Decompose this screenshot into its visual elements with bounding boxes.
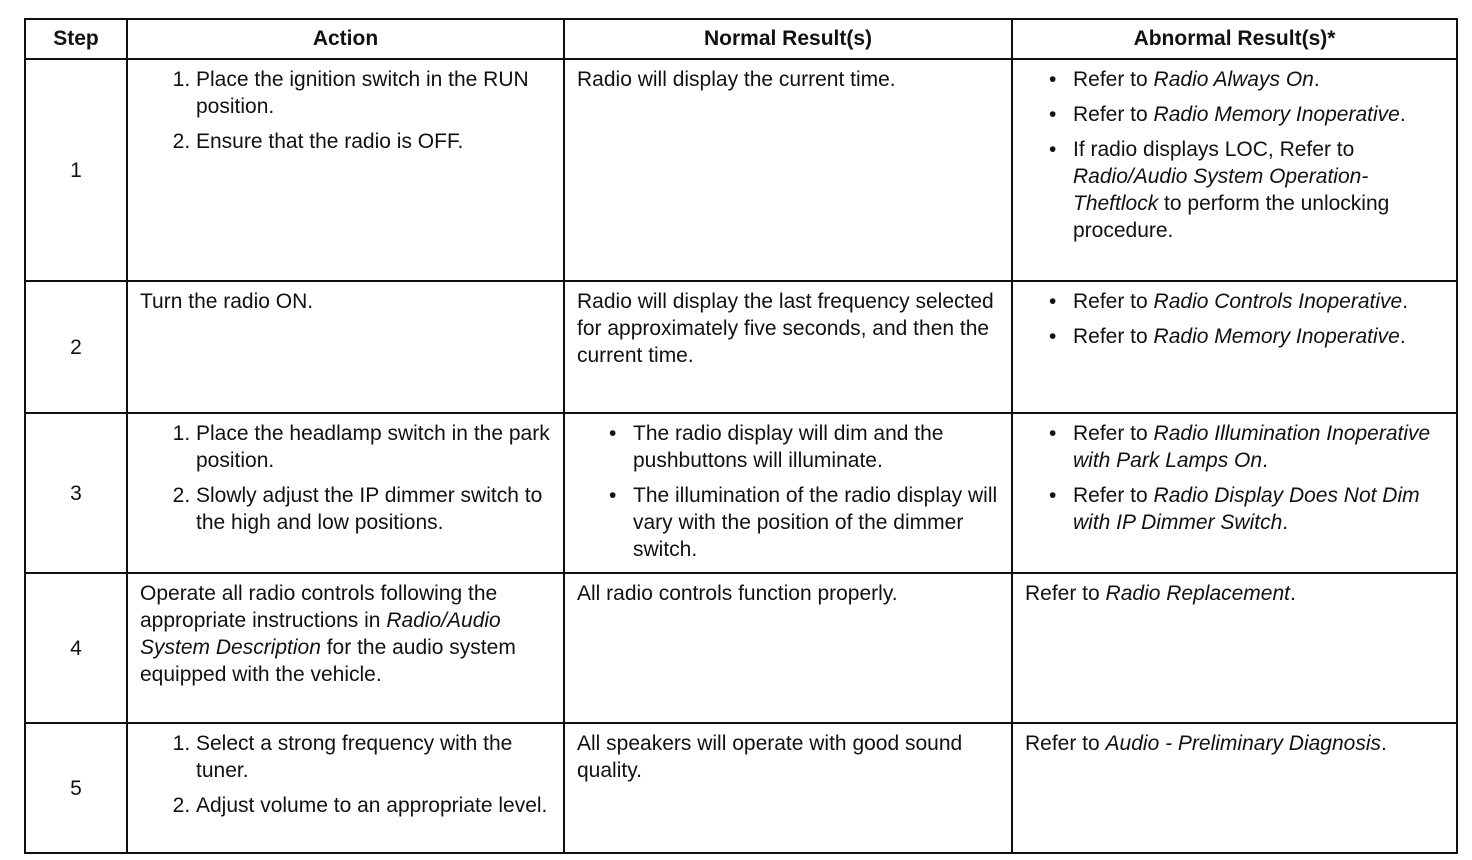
- refer-text: Refer to: [1073, 103, 1154, 126]
- table-row: [25, 723, 1457, 853]
- abnormal-result-item: [1073, 288, 1446, 315]
- refer-text: If radio displays LOC, Refer to: [1073, 138, 1355, 161]
- action-text-suffix: for the audio system equipped with the vehicle.: [140, 636, 516, 686]
- action-step: 1. Select a strong frequency with the tuner.: [196, 730, 553, 784]
- diagnostic-table: [24, 18, 1458, 854]
- action-steps: [140, 66, 553, 155]
- abnormal-results: [1025, 66, 1446, 244]
- refer-suffix: to perform the unlocking procedure.: [1073, 192, 1390, 242]
- refer-suffix: .: [1289, 582, 1296, 605]
- refer-suffix: .: [1381, 732, 1387, 755]
- normal-result-cell: All radio controls function properly.: [564, 573, 1012, 723]
- abnormal-result-item: [1073, 482, 1446, 536]
- action-cell: [127, 723, 564, 853]
- action-text: Operate all radio controls following the appropriate instructions in: [140, 582, 498, 632]
- action-cell: [127, 59, 564, 281]
- normal-results: [577, 420, 1001, 563]
- normal-result-cell: [564, 413, 1012, 573]
- reference-link[interactable]: Radio Controls Inoperative: [1153, 290, 1403, 313]
- action-cell: [127, 573, 564, 723]
- header-abnormal-results: Abnormal Result(s)*: [1012, 19, 1457, 59]
- action-step: 1. Place the headlamp switch in the park position.: [196, 420, 553, 474]
- reference-link[interactable]: Radio Display Does Not Dim with IP Dimmer Switch: [1073, 484, 1420, 534]
- action-cell: [127, 413, 564, 573]
- table-row: [25, 573, 1457, 723]
- header-step: Step: [25, 19, 127, 59]
- action-step: 2. Ensure that the radio is OFF.: [196, 128, 553, 155]
- header-action: Action: [127, 19, 564, 59]
- diagnostic-table-page: [24, 18, 1456, 854]
- step-number: 1: [25, 59, 127, 281]
- refer-suffix: .: [1262, 449, 1268, 472]
- abnormal-result-cell: [1012, 723, 1457, 853]
- step-number: 4: [25, 573, 127, 723]
- action-step: 2. Slowly adjust the IP dimmer switch to the high and low positions.: [196, 482, 553, 536]
- reference-link[interactable]: Radio Memory Inoperative: [1153, 103, 1400, 126]
- action-step: 2. Adjust volume to an appropriate level.: [196, 792, 553, 819]
- normal-result-cell: Radio will display the last frequency selected for approximately five seconds, and then the current time.: [564, 281, 1012, 413]
- action-step: 1. Place the ignition switch in the RUN position.: [196, 66, 553, 120]
- refer-text: Refer to: [1073, 325, 1154, 348]
- normal-result-cell: Radio will display the current time.: [564, 59, 1012, 281]
- normal-result-cell: All speakers will operate with good sound quality.: [564, 723, 1012, 853]
- refer-text: Refer to: [1073, 422, 1154, 445]
- refer-suffix: .: [1313, 68, 1320, 91]
- refer-suffix: .: [1399, 325, 1406, 348]
- table-row: [25, 281, 1457, 413]
- reference-link[interactable]: Radio Memory Inoperative: [1153, 325, 1400, 348]
- header-row: [25, 19, 1457, 59]
- refer-text: Refer to: [1073, 290, 1154, 313]
- abnormal-result-item: [1073, 136, 1446, 244]
- abnormal-results: [1025, 420, 1446, 536]
- action-steps: [140, 730, 553, 819]
- reference-link[interactable]: Radio Illumination Inoperative with Park Lamps On: [1073, 422, 1431, 472]
- normal-result-item: • The illumination of the radio display will vary with the position of the dimmer switch.: [633, 482, 1001, 563]
- normal-result-item: • The radio display will dim and the pushbuttons will illuminate.: [633, 420, 1001, 474]
- abnormal-result-item: [1073, 66, 1446, 93]
- table-row: [25, 59, 1457, 281]
- refer-suffix: .: [1282, 511, 1289, 534]
- refer-suffix: .: [1402, 290, 1409, 313]
- abnormal-result-cell: [1012, 59, 1457, 281]
- refer-text: Refer to: [1025, 732, 1106, 755]
- action-steps: [140, 420, 553, 536]
- refer-suffix: .: [1399, 103, 1406, 126]
- refer-text: Refer to: [1073, 68, 1154, 91]
- abnormal-result-item: [1073, 323, 1446, 350]
- refer-text: Refer to: [1025, 582, 1106, 605]
- reference-link[interactable]: Radio Replacement: [1105, 582, 1290, 605]
- step-number: 2: [25, 281, 127, 413]
- header-normal-results: Normal Result(s): [564, 19, 1012, 59]
- abnormal-results: [1025, 288, 1446, 350]
- step-number: 3: [25, 413, 127, 573]
- refer-text: Refer to: [1073, 484, 1154, 507]
- abnormal-result-cell: [1012, 413, 1457, 573]
- abnormal-result-cell: [1012, 281, 1457, 413]
- reference-link[interactable]: Radio/Audio System Operation-Theftlock: [1073, 165, 1369, 215]
- step-number: 5: [25, 723, 127, 853]
- reference-link[interactable]: Radio/Audio System Description: [140, 609, 501, 659]
- reference-link[interactable]: Audio - Preliminary Diagnosis: [1105, 732, 1381, 755]
- reference-link[interactable]: Radio Always On: [1153, 68, 1314, 91]
- abnormal-result-cell: [1012, 573, 1457, 723]
- abnormal-result-item: [1073, 101, 1446, 128]
- abnormal-result-item: [1073, 420, 1446, 474]
- action-cell: Turn the radio ON.: [127, 281, 564, 413]
- table-row: [25, 413, 1457, 573]
